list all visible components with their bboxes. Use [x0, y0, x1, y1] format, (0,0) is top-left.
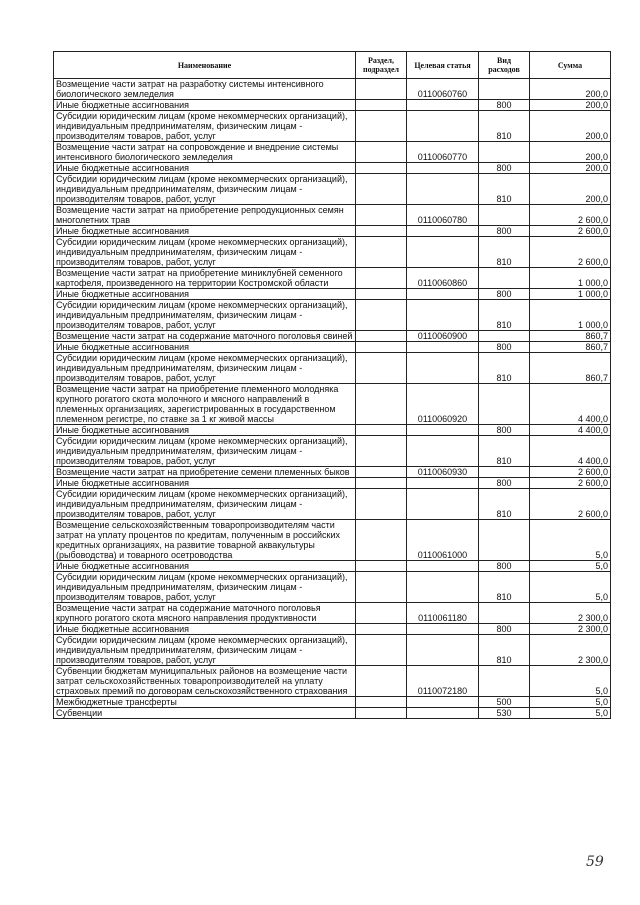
row-name: Иные бюджетные ассигнования	[54, 342, 356, 353]
row-section	[356, 205, 407, 226]
table-row	[54, 342, 611, 353]
table-row	[54, 467, 611, 478]
row-type: 800	[479, 425, 530, 436]
row-section	[356, 331, 407, 342]
table-row	[54, 520, 611, 561]
row-sum: 200,0	[530, 100, 611, 111]
row-type: 810	[479, 635, 530, 666]
table-row	[54, 666, 611, 697]
row-type: 800	[479, 561, 530, 572]
table-row	[54, 79, 611, 100]
header-type: Вид расходов	[479, 52, 530, 79]
row-target	[407, 300, 479, 331]
table-row	[54, 624, 611, 635]
row-type	[479, 467, 530, 478]
row-target	[407, 425, 479, 436]
row-section	[356, 572, 407, 603]
table-row	[54, 697, 611, 708]
row-section	[356, 300, 407, 331]
row-name: Возмещение части затрат на разработку системы интенсивного биологического земледелия	[54, 79, 356, 100]
table-row	[54, 100, 611, 111]
row-target	[407, 478, 479, 489]
table-row	[54, 353, 611, 384]
row-name: Иные бюджетные ассигнования	[54, 226, 356, 237]
table-row	[54, 478, 611, 489]
row-type: 800	[479, 478, 530, 489]
row-section	[356, 353, 407, 384]
row-section	[356, 697, 407, 708]
row-type: 800	[479, 289, 530, 300]
row-name: Субвенции	[54, 708, 356, 719]
row-target	[407, 289, 479, 300]
row-section	[356, 520, 407, 561]
row-target	[407, 353, 479, 384]
header-section: Раздел, подраздел	[356, 52, 407, 79]
row-type	[479, 268, 530, 289]
row-type: 530	[479, 708, 530, 719]
row-section	[356, 436, 407, 467]
row-sum: 200,0	[530, 163, 611, 174]
row-target	[407, 635, 479, 666]
row-sum: 5,0	[530, 561, 611, 572]
row-name: Возмещение части затрат на приобретение племенного молодняка крупного рогатого скота молочного и мясного направлений в племенных организациях, зарегистрированных в государственном племенном регистре, по ставке за 1 кг живой массы	[54, 384, 356, 425]
row-target: 0110061000	[407, 520, 479, 561]
row-section	[356, 561, 407, 572]
row-name: Субсидии юридическим лицам (кроме некоммерческих организаций), индивидуальным предпринимателям, физическим лицам - производителям товаров, работ, услуг	[54, 635, 356, 666]
table-row	[54, 572, 611, 603]
table-row	[54, 111, 611, 142]
table-row	[54, 174, 611, 205]
row-section	[356, 624, 407, 635]
row-target	[407, 561, 479, 572]
row-name: Иные бюджетные ассигнования	[54, 478, 356, 489]
row-sum: 4 400,0	[530, 384, 611, 425]
header-name: Наименование	[54, 52, 356, 79]
row-sum: 860,7	[530, 331, 611, 342]
row-target	[407, 174, 479, 205]
row-target	[407, 436, 479, 467]
row-target	[407, 111, 479, 142]
row-sum: 2 300,0	[530, 603, 611, 624]
row-type: 500	[479, 697, 530, 708]
row-name: Субсидии юридическим лицам (кроме некоммерческих организаций), индивидуальным предпринимателям, физическим лицам - производителям товаров, работ, услуг	[54, 572, 356, 603]
row-type	[479, 205, 530, 226]
header-sum: Сумма	[530, 52, 611, 79]
table-row	[54, 436, 611, 467]
row-target	[407, 697, 479, 708]
page-number: 59	[586, 854, 604, 870]
row-target: 0110060930	[407, 467, 479, 478]
row-name: Иные бюджетные ассигнования	[54, 289, 356, 300]
row-section	[356, 79, 407, 100]
row-name: Субвенции бюджетам муниципальных районов на возмещение части затрат сельскохозяйственных товаропроизводителей на уплату страховых премий по договорам сельскохозяйственного страхования	[54, 666, 356, 697]
row-name: Иные бюджетные ассигнования	[54, 163, 356, 174]
row-target: 0110060760	[407, 79, 479, 100]
row-section	[356, 163, 407, 174]
row-section	[356, 384, 407, 425]
row-sum: 2 600,0	[530, 237, 611, 268]
row-section	[356, 666, 407, 697]
row-target	[407, 624, 479, 635]
row-name: Возмещение части затрат на приобретение репродукционных семян многолетних трав	[54, 205, 356, 226]
row-section	[356, 226, 407, 237]
row-sum: 200,0	[530, 79, 611, 100]
row-sum: 2 600,0	[530, 478, 611, 489]
row-section	[356, 708, 407, 719]
row-type: 800	[479, 624, 530, 635]
row-name: Иные бюджетные ассигнования	[54, 624, 356, 635]
row-target: 0110061180	[407, 603, 479, 624]
row-section	[356, 289, 407, 300]
row-name: Иные бюджетные ассигнования	[54, 425, 356, 436]
row-sum: 2 600,0	[530, 467, 611, 478]
row-section	[356, 142, 407, 163]
row-sum: 5,0	[530, 708, 611, 719]
row-target	[407, 572, 479, 603]
row-name: Субсидии юридическим лицам (кроме некоммерческих организаций), индивидуальным предпринимателям, физическим лицам - производителям товаров, работ, услуг	[54, 436, 356, 467]
row-name: Возмещение части затрат на содержание маточного поголовья крупного рогатого скота мясного направления продуктивности	[54, 603, 356, 624]
row-sum: 860,7	[530, 342, 611, 353]
row-name: Субсидии юридическим лицам (кроме некоммерческих организаций), индивидуальным предпринимателям, физическим лицам - производителям товаров, работ, услуг	[54, 353, 356, 384]
row-section	[356, 100, 407, 111]
table-row	[54, 268, 611, 289]
row-sum: 5,0	[530, 666, 611, 697]
row-target	[407, 489, 479, 520]
row-type	[479, 520, 530, 561]
row-type: 800	[479, 100, 530, 111]
row-section	[356, 489, 407, 520]
row-target	[407, 342, 479, 353]
row-target: 0110072180	[407, 666, 479, 697]
row-name: Возмещение части затрат на содержание маточного поголовья свиней	[54, 331, 356, 342]
table-row	[54, 237, 611, 268]
row-sum: 5,0	[530, 697, 611, 708]
table-row	[54, 205, 611, 226]
row-type	[479, 384, 530, 425]
row-name: Субсидии юридическим лицам (кроме некоммерческих организаций), индивидуальным предпринимателям, физическим лицам - производителям товаров, работ, услуг	[54, 489, 356, 520]
row-section	[356, 467, 407, 478]
table-row	[54, 226, 611, 237]
row-sum: 2 600,0	[530, 205, 611, 226]
row-type	[479, 142, 530, 163]
row-section	[356, 603, 407, 624]
row-type: 800	[479, 226, 530, 237]
row-name: Возмещение сельскохозяйственным товаропроизводителям части затрат на уплату процентов по кредитам, полученным в российских кредитных организациях, на развитие товарной аквакультуры (рыбоводства) и товарного осетроводства	[54, 520, 356, 561]
row-target	[407, 226, 479, 237]
table-row	[54, 384, 611, 425]
row-type	[479, 603, 530, 624]
row-sum: 2 300,0	[530, 635, 611, 666]
row-section	[356, 635, 407, 666]
row-section	[356, 237, 407, 268]
row-type: 810	[479, 237, 530, 268]
row-sum: 4 400,0	[530, 425, 611, 436]
header-target: Целевая статья	[407, 52, 479, 79]
row-name: Возмещение части затрат на приобретение миниклубней семенного картофеля, произведенного на территории Костромской области	[54, 268, 356, 289]
row-type: 810	[479, 353, 530, 384]
table-row	[54, 300, 611, 331]
table-row	[54, 425, 611, 436]
row-name: Субсидии юридическим лицам (кроме некоммерческих организаций), индивидуальным предпринимателям, физическим лицам - производителям товаров, работ, услуг	[54, 237, 356, 268]
row-target: 0110060860	[407, 268, 479, 289]
row-type: 800	[479, 342, 530, 353]
row-name: Иные бюджетные ассигнования	[54, 561, 356, 572]
table-row	[54, 603, 611, 624]
table-row	[54, 142, 611, 163]
row-name: Субсидии юридическим лицам (кроме некоммерческих организаций), индивидуальным предпринимателям, физическим лицам - производителям товаров, работ, услуг	[54, 300, 356, 331]
table-row	[54, 163, 611, 174]
row-sum: 4 400,0	[530, 436, 611, 467]
row-section	[356, 478, 407, 489]
row-section	[356, 425, 407, 436]
row-target: 0110060770	[407, 142, 479, 163]
row-sum: 1 000,0	[530, 289, 611, 300]
row-target	[407, 708, 479, 719]
row-target	[407, 100, 479, 111]
row-type: 810	[479, 489, 530, 520]
table-row	[54, 331, 611, 342]
row-sum: 1 000,0	[530, 268, 611, 289]
row-sum: 200,0	[530, 111, 611, 142]
row-sum: 5,0	[530, 572, 611, 603]
row-section	[356, 111, 407, 142]
row-section	[356, 174, 407, 205]
table-row	[54, 635, 611, 666]
row-section	[356, 268, 407, 289]
row-target	[407, 237, 479, 268]
row-type	[479, 666, 530, 697]
row-type: 810	[479, 436, 530, 467]
row-name: Субсидии юридическим лицам (кроме некоммерческих организаций), индивидуальным предпринимателям, физическим лицам - производителям товаров, работ, услуг	[54, 174, 356, 205]
row-sum: 2 300,0	[530, 624, 611, 635]
row-type: 800	[479, 163, 530, 174]
table-header-row	[54, 52, 611, 79]
row-name: Иные бюджетные ассигнования	[54, 100, 356, 111]
row-section	[356, 342, 407, 353]
row-target	[407, 163, 479, 174]
row-target: 0110060920	[407, 384, 479, 425]
table-row	[54, 708, 611, 719]
row-type: 810	[479, 174, 530, 205]
row-sum: 5,0	[530, 520, 611, 561]
row-type	[479, 79, 530, 100]
table-row	[54, 289, 611, 300]
budget-table	[53, 51, 611, 719]
row-type	[479, 331, 530, 342]
row-name: Межбюджетные трансферты	[54, 697, 356, 708]
table-row	[54, 489, 611, 520]
row-sum: 200,0	[530, 142, 611, 163]
row-target: 0110060900	[407, 331, 479, 342]
row-type: 810	[479, 111, 530, 142]
row-sum: 2 600,0	[530, 226, 611, 237]
table-body	[54, 79, 611, 719]
row-sum: 1 000,0	[530, 300, 611, 331]
row-name: Субсидии юридическим лицам (кроме некоммерческих организаций), индивидуальным предпринимателям, физическим лицам - производителям товаров, работ, услуг	[54, 111, 356, 142]
table-row	[54, 561, 611, 572]
row-type: 810	[479, 572, 530, 603]
row-sum: 2 600,0	[530, 489, 611, 520]
row-sum: 860,7	[530, 353, 611, 384]
row-type: 810	[479, 300, 530, 331]
row-name: Возмещение части затрат на приобретение семени племенных быков	[54, 467, 356, 478]
row-sum: 200,0	[530, 174, 611, 205]
row-target: 0110060780	[407, 205, 479, 226]
row-name: Возмещение части затрат на сопровождение и внедрение системы интенсивного биологического земледелия	[54, 142, 356, 163]
